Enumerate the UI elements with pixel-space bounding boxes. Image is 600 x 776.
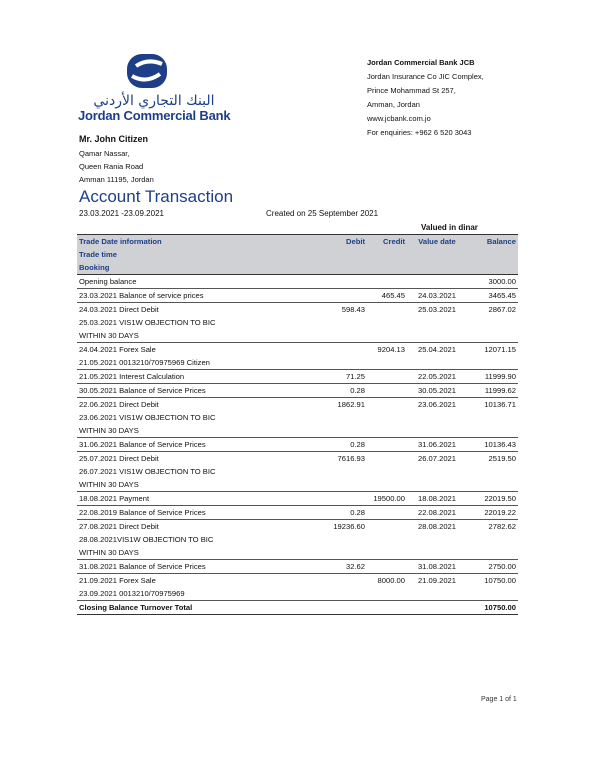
row-description: 31.08.2021 Balance of Service Prices	[77, 560, 317, 574]
row-description: Opening balance	[79, 277, 137, 286]
row-balance: 11999.90	[467, 370, 518, 384]
row-debit: 0.28	[317, 438, 367, 452]
row-balance: 10750.00	[467, 574, 518, 588]
row-credit	[367, 560, 407, 574]
row-debit	[317, 465, 367, 478]
row-description: 27.08.2021 Direct Debit	[77, 520, 317, 534]
row-balance	[467, 533, 518, 546]
row-balance: 3000.00	[488, 277, 516, 286]
row-value-date	[407, 329, 467, 343]
row-value-date: 22.05.2021	[407, 370, 467, 384]
row-balance: 2750.00	[467, 560, 518, 574]
header-credit: Credit	[367, 235, 407, 249]
row-value-date: 24.03.2021	[407, 289, 467, 303]
row-value-date	[407, 465, 467, 478]
closing-balance: 10750.00	[467, 601, 518, 615]
bank-name-arabic: البنك التجاري الأردني	[93, 93, 215, 109]
statement-title: Account Transaction	[79, 187, 234, 206]
row-credit	[367, 329, 407, 343]
row-description: WITHIN 30 DAYS	[79, 426, 139, 435]
row-balance	[467, 546, 518, 560]
bank-info-line: Prince Mohammad St 257,	[367, 86, 456, 95]
row-value-date: 25.03.2021	[407, 303, 467, 317]
row-value-date: 23.06.2021	[407, 398, 467, 412]
row-credit	[367, 438, 407, 452]
row-description: WITHIN 30 DAYS	[79, 548, 139, 557]
row-balance: 2782.62	[467, 520, 518, 534]
closing-label: Closing Balance Turnover Total	[77, 601, 317, 615]
row-credit	[367, 370, 407, 384]
row-description: 25.07.2021 Direct Debit	[77, 452, 317, 466]
row-debit: 19236.60	[317, 520, 367, 534]
row-debit: 0.28	[317, 384, 367, 398]
row-credit	[367, 384, 407, 398]
row-balance: 22019.50	[467, 492, 518, 506]
row-balance: 2867.02	[467, 303, 518, 317]
row-credit	[367, 465, 407, 478]
table-row	[77, 316, 518, 329]
row-debit	[317, 343, 367, 357]
row-credit	[367, 316, 407, 329]
row-credit	[367, 356, 407, 370]
table-row	[77, 329, 518, 343]
table-row	[77, 452, 518, 466]
table-row	[77, 492, 518, 506]
row-balance: 3465.45	[467, 289, 518, 303]
header-balance: Balance	[467, 235, 518, 249]
row-description: 21.05.2021 Interest Calculation	[77, 370, 317, 384]
row-credit: 465.45	[367, 289, 407, 303]
row-debit: 598.43	[317, 303, 367, 317]
row-description: 22.08.2019 Balance of Service Prices	[77, 506, 317, 520]
header-debit: Debit	[317, 235, 367, 249]
row-balance: 12071.15	[467, 343, 518, 357]
row-description: 26.07.2021 VIS1W OBJECTION TO BIC	[79, 467, 216, 476]
row-value-date: 21.09.2021	[407, 574, 467, 588]
row-description: WITHIN 30 DAYS	[79, 331, 139, 340]
row-debit	[317, 546, 367, 560]
row-value-date	[407, 356, 467, 370]
row-credit: 8000.00	[367, 574, 407, 588]
row-balance: 22019.22	[467, 506, 518, 520]
row-balance	[467, 316, 518, 329]
table-row	[77, 546, 518, 560]
row-debit	[317, 533, 367, 546]
customer-address-block	[79, 132, 154, 186]
bank-info-line: Amman, Jordan	[367, 100, 420, 109]
row-balance	[467, 329, 518, 343]
row-credit: 19500.00	[367, 492, 407, 506]
row-debit	[317, 492, 367, 506]
row-balance	[467, 424, 518, 438]
row-description: 23.09.2021 0013210/70975969	[79, 589, 185, 598]
table-row	[77, 356, 518, 370]
closing-balance-row	[77, 601, 518, 615]
row-value-date: 18.08.2021	[407, 492, 467, 506]
row-credit	[367, 533, 407, 546]
row-credit	[367, 275, 407, 289]
table-row	[77, 289, 518, 303]
table-header	[77, 235, 518, 275]
address-line: Qamar Nassar,	[79, 149, 130, 158]
table-body	[77, 275, 518, 615]
table-row	[77, 343, 518, 357]
row-value-date	[407, 275, 467, 289]
row-balance: 10136.71	[467, 398, 518, 412]
transactions-table	[77, 234, 518, 615]
bank-info-line: Jordan Insurance Co JIC Complex,	[367, 72, 484, 81]
table-row	[77, 560, 518, 574]
row-value-date: 25.04.2021	[407, 343, 467, 357]
customer-name: Mr. John Citizen	[79, 134, 149, 144]
row-debit	[317, 574, 367, 588]
row-description: 30.05.2021 Balance of Service Prices	[77, 384, 317, 398]
row-credit	[367, 478, 407, 492]
row-description: 24.03.2021 Direct Debit	[77, 303, 317, 317]
row-balance	[467, 356, 518, 370]
table-row	[77, 275, 518, 289]
row-value-date: 31.06.2021	[407, 438, 467, 452]
bank-phone: For enquiries: +962 6 520 3043	[367, 128, 472, 137]
table-row	[77, 587, 518, 601]
row-value-date	[407, 587, 467, 601]
row-credit	[367, 424, 407, 438]
row-debit: 0.28	[317, 506, 367, 520]
bank-contact-block	[367, 56, 484, 140]
row-credit	[367, 520, 407, 534]
row-value-date: 26.07.2021	[407, 452, 467, 466]
row-description: WITHIN 30 DAYS	[79, 480, 139, 489]
bank-info-line: Jordan Commercial Bank JCB	[367, 58, 475, 67]
header-value-date: Value date	[407, 235, 467, 249]
row-description: 24.04.2021 Forex Sale	[77, 343, 317, 357]
row-balance: 11999.62	[467, 384, 518, 398]
row-description: 23.03.2021 Balance of service prices	[77, 289, 317, 303]
row-value-date: 28.08.2021	[407, 520, 467, 534]
row-value-date	[407, 411, 467, 424]
row-balance	[467, 478, 518, 492]
row-balance	[467, 411, 518, 424]
page-number: Page 1 of 1	[481, 696, 517, 703]
bank-name-english: Jordan Commercial Bank	[78, 108, 231, 123]
bank-website: www.jcbank.com.jo	[367, 114, 431, 123]
row-description: 28.08.2021VIS1W OBJECTION TO BIC	[79, 535, 214, 544]
row-credit	[367, 546, 407, 560]
row-value-date: 30.05.2021	[407, 384, 467, 398]
row-debit	[317, 478, 367, 492]
row-balance: 2519.50	[467, 452, 518, 466]
row-description: 21.09.2021 Forex Sale	[77, 574, 317, 588]
row-balance	[467, 587, 518, 601]
table-row	[77, 398, 518, 412]
table-row	[77, 465, 518, 478]
row-description: 25.03.2021 VIS1W OBJECTION TO BIC	[79, 318, 216, 327]
row-value-date: 31.08.2021	[407, 560, 467, 574]
row-credit	[367, 411, 407, 424]
bank-logo	[124, 50, 174, 92]
row-debit	[317, 275, 367, 289]
row-value-date	[407, 424, 467, 438]
row-credit	[367, 452, 407, 466]
row-description: 23.06.2021 VIS1W OBJECTION TO BIC	[79, 413, 216, 422]
table-row	[77, 411, 518, 424]
row-debit	[317, 411, 367, 424]
table-row	[77, 574, 518, 588]
row-value-date	[407, 533, 467, 546]
row-debit	[317, 424, 367, 438]
row-description: 31.06.2021 Balance of Service Prices	[77, 438, 317, 452]
table-row	[77, 370, 518, 384]
row-credit	[367, 587, 407, 601]
table-row	[77, 533, 518, 546]
table-row	[77, 506, 518, 520]
statement-period: 23.03.2021 -23.09.2021	[79, 209, 164, 218]
row-description: 18.08.2021 Payment	[77, 492, 317, 506]
row-debit: 1862.91	[317, 398, 367, 412]
row-debit	[317, 289, 367, 303]
row-debit	[317, 587, 367, 601]
row-debit: 71.25	[317, 370, 367, 384]
row-value-date	[407, 478, 467, 492]
table-row	[77, 520, 518, 534]
row-credit: 9204.13	[367, 343, 407, 357]
row-debit: 32.62	[317, 560, 367, 574]
row-credit	[367, 506, 407, 520]
created-date: Created on 25 September 2021	[266, 209, 379, 218]
row-description: 21.05.2021 0013210/70975969 Citizen	[79, 358, 210, 367]
row-debit	[317, 329, 367, 343]
address-line: Queen Rania Road	[79, 162, 144, 171]
table-row	[77, 303, 518, 317]
row-balance: 10136.43	[467, 438, 518, 452]
currency-note: Valued in dinar	[421, 223, 478, 232]
row-debit: 7616.93	[317, 452, 367, 466]
row-value-date: 22.08.2021	[407, 506, 467, 520]
table-row	[77, 478, 518, 492]
row-balance	[467, 465, 518, 478]
row-debit	[317, 356, 367, 370]
row-description: 22.06.2021 Direct Debit	[77, 398, 317, 412]
row-credit	[367, 398, 407, 412]
header-booking: Booking	[77, 261, 317, 275]
row-debit	[317, 316, 367, 329]
header-trade-time: Trade time	[77, 248, 317, 261]
header-trade-date: Trade Date information	[77, 235, 317, 249]
row-value-date	[407, 316, 467, 329]
row-value-date	[407, 546, 467, 560]
table-row	[77, 424, 518, 438]
table-row	[77, 384, 518, 398]
row-credit	[367, 303, 407, 317]
address-line: Amman 11195, Jordan	[79, 175, 154, 184]
table-row	[77, 438, 518, 452]
